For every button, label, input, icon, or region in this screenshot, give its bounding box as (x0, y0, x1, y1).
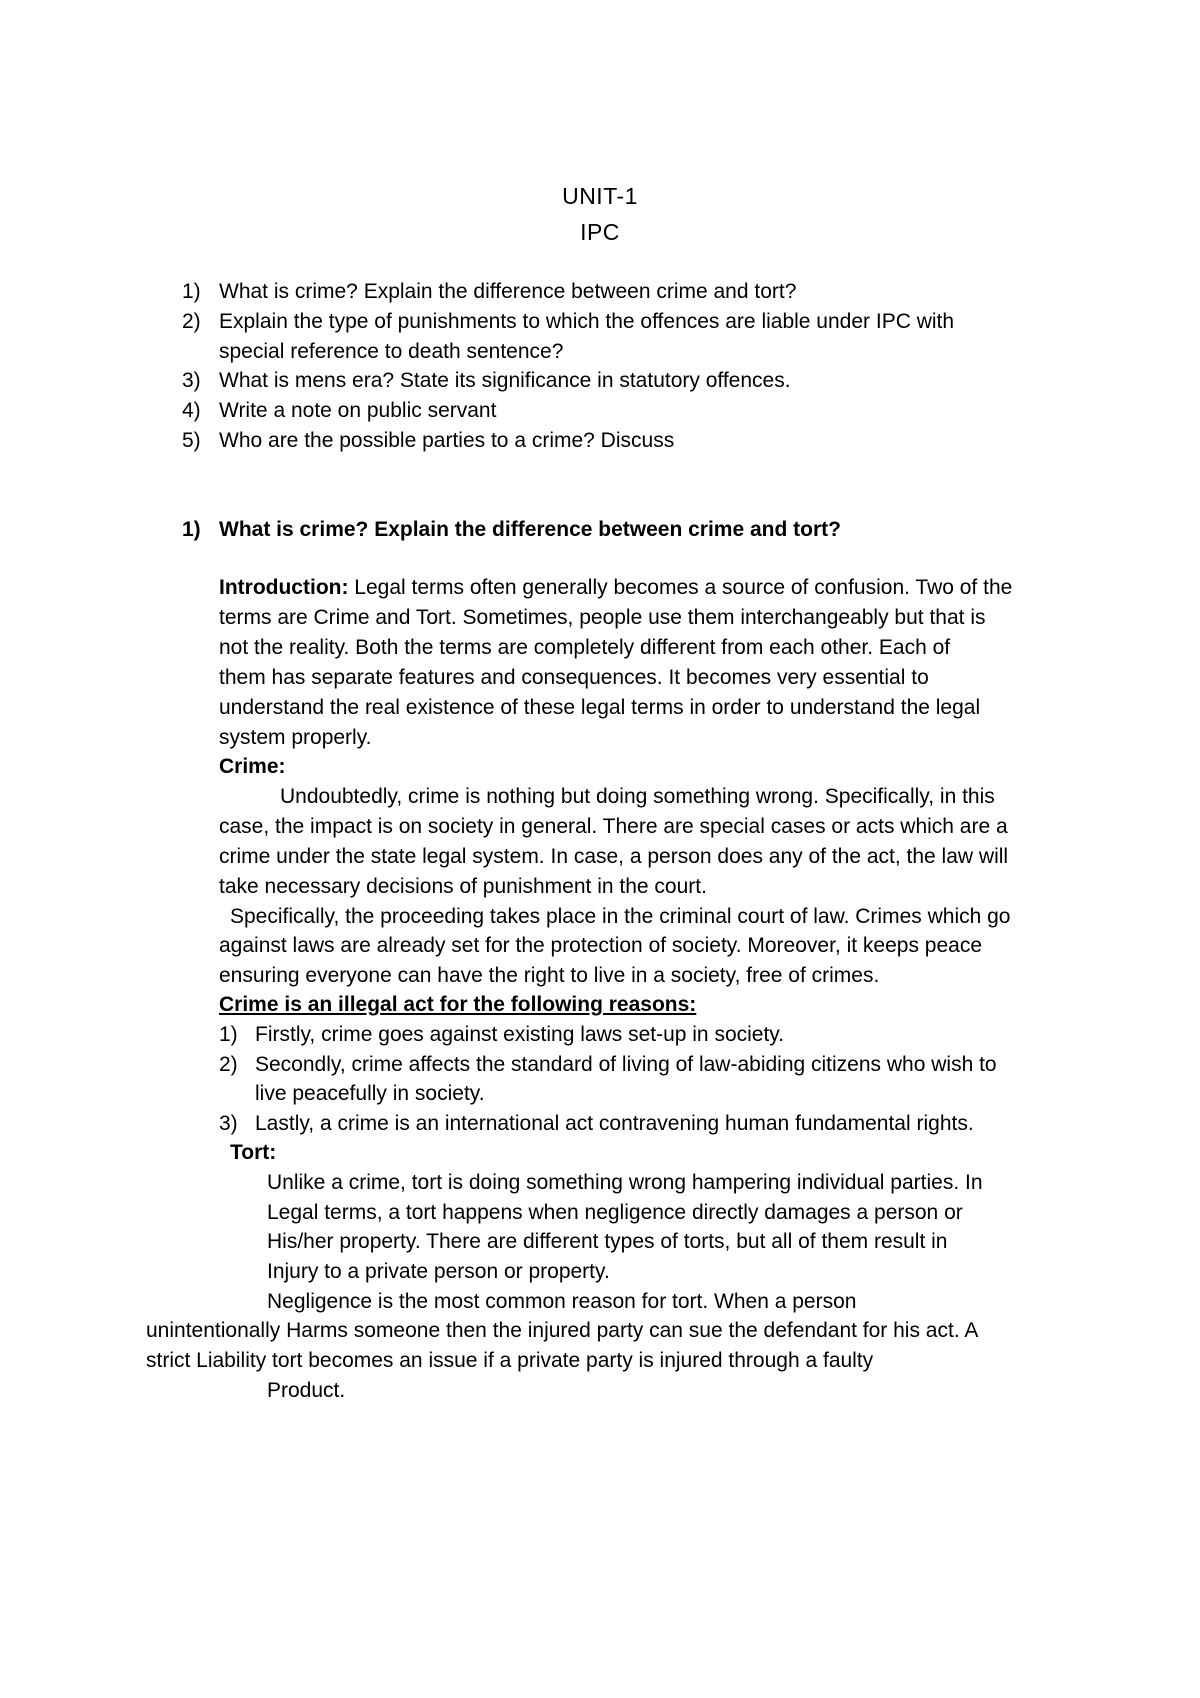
question-number: 3) (182, 369, 201, 392)
question-text: Explain the type of punishments to which the offences are liable under IPC with (219, 310, 955, 333)
introduction-text: understand the real existence of these legal terms in order to understand the legal (219, 696, 981, 719)
answer-heading: What is crime? Explain the difference between crime and tort? (219, 518, 841, 541)
crime-text: ensuring everyone can have the right to live in a society, free of crimes. (219, 964, 880, 987)
question-number: 4) (182, 399, 201, 422)
crime-text: crime under the state legal system. In case, a person does any of the act, the law will (219, 845, 1009, 868)
reasons-heading: Crime is an illegal act for the following reasons: (219, 993, 697, 1016)
unit-title: UNIT-1 (562, 183, 638, 209)
introduction-text: Legal terms often generally becomes a source of confusion. Two of the (348, 576, 1013, 599)
tort-text: Injury to a private person or property. (267, 1260, 610, 1283)
question-number: 1) (182, 280, 201, 303)
subject-title: IPC (580, 219, 620, 245)
crime-text: Undoubtedly, crime is nothing but doing something wrong. Specifically, in this (280, 785, 995, 808)
introduction-text: not the reality. Both the terms are completely different from each other. Each of (219, 636, 951, 659)
introduction-text: terms are Crime and Tort. Sometimes, people use them interchangeably but that is (219, 606, 986, 629)
question-number: 2) (182, 310, 201, 333)
tort-text: Legal terms, a tort happens when negligence directly damages a person or (267, 1201, 963, 1224)
introduction-label: Introduction: (219, 576, 349, 599)
question-text: special reference to death sentence? (219, 340, 564, 363)
question-text: What is crime? Explain the difference between crime and tort? (219, 280, 797, 303)
reason-number: 3) (219, 1112, 238, 1135)
reason-text: Firstly, crime goes against existing laws set-up in society. (255, 1023, 785, 1046)
tort-text: His/her property. There are different types of torts, but all of them result in (267, 1230, 948, 1253)
crime-text: take necessary decisions of punishment in the court. (219, 875, 707, 898)
tort-label: Tort: (230, 1141, 277, 1164)
reason-text: live peacefully in society. (255, 1082, 485, 1105)
question-text: Who are the possible parties to a crime? Discuss (219, 429, 675, 452)
crime-text: case, the impact is on society in general. There are special cases or acts which are a (219, 815, 1008, 838)
tort-text: unintentionally Harms someone then the injured party can sue the defendant for his act. A (146, 1319, 979, 1342)
crime-label: Crime: (219, 755, 286, 778)
introduction-text: system properly. (219, 726, 372, 749)
answer-number: 1) (182, 518, 201, 541)
crime-text: Specifically, the proceeding takes place in the criminal court of law. Crimes which go (230, 905, 1011, 928)
crime-text: against laws are already set for the protection of society. Moreover, it keeps peace (219, 934, 983, 957)
question-text: Write a note on public servant (219, 399, 497, 422)
tort-text: Product. (267, 1379, 346, 1402)
reason-text: Secondly, crime affects the standard of living of law-abiding citizens who wish to (255, 1053, 997, 1076)
reason-number: 1) (219, 1023, 238, 1046)
reason-number: 2) (219, 1053, 238, 1076)
question-text: What is mens era? State its significance in statutory offences. (219, 369, 791, 392)
reason-text: Lastly, a crime is an international act contravening human fundamental rights. (255, 1112, 974, 1135)
question-number: 5) (182, 429, 201, 452)
tort-text: strict Liability tort becomes an issue if a private party is injured through a faulty (146, 1349, 874, 1372)
introduction-text: them has separate features and consequences. It becomes very essential to (219, 666, 929, 689)
tort-text: Unlike a crime, tort is doing something wrong hampering individual parties. In (267, 1171, 983, 1194)
tort-text: Negligence is the most common reason for tort. When a person (267, 1290, 857, 1313)
